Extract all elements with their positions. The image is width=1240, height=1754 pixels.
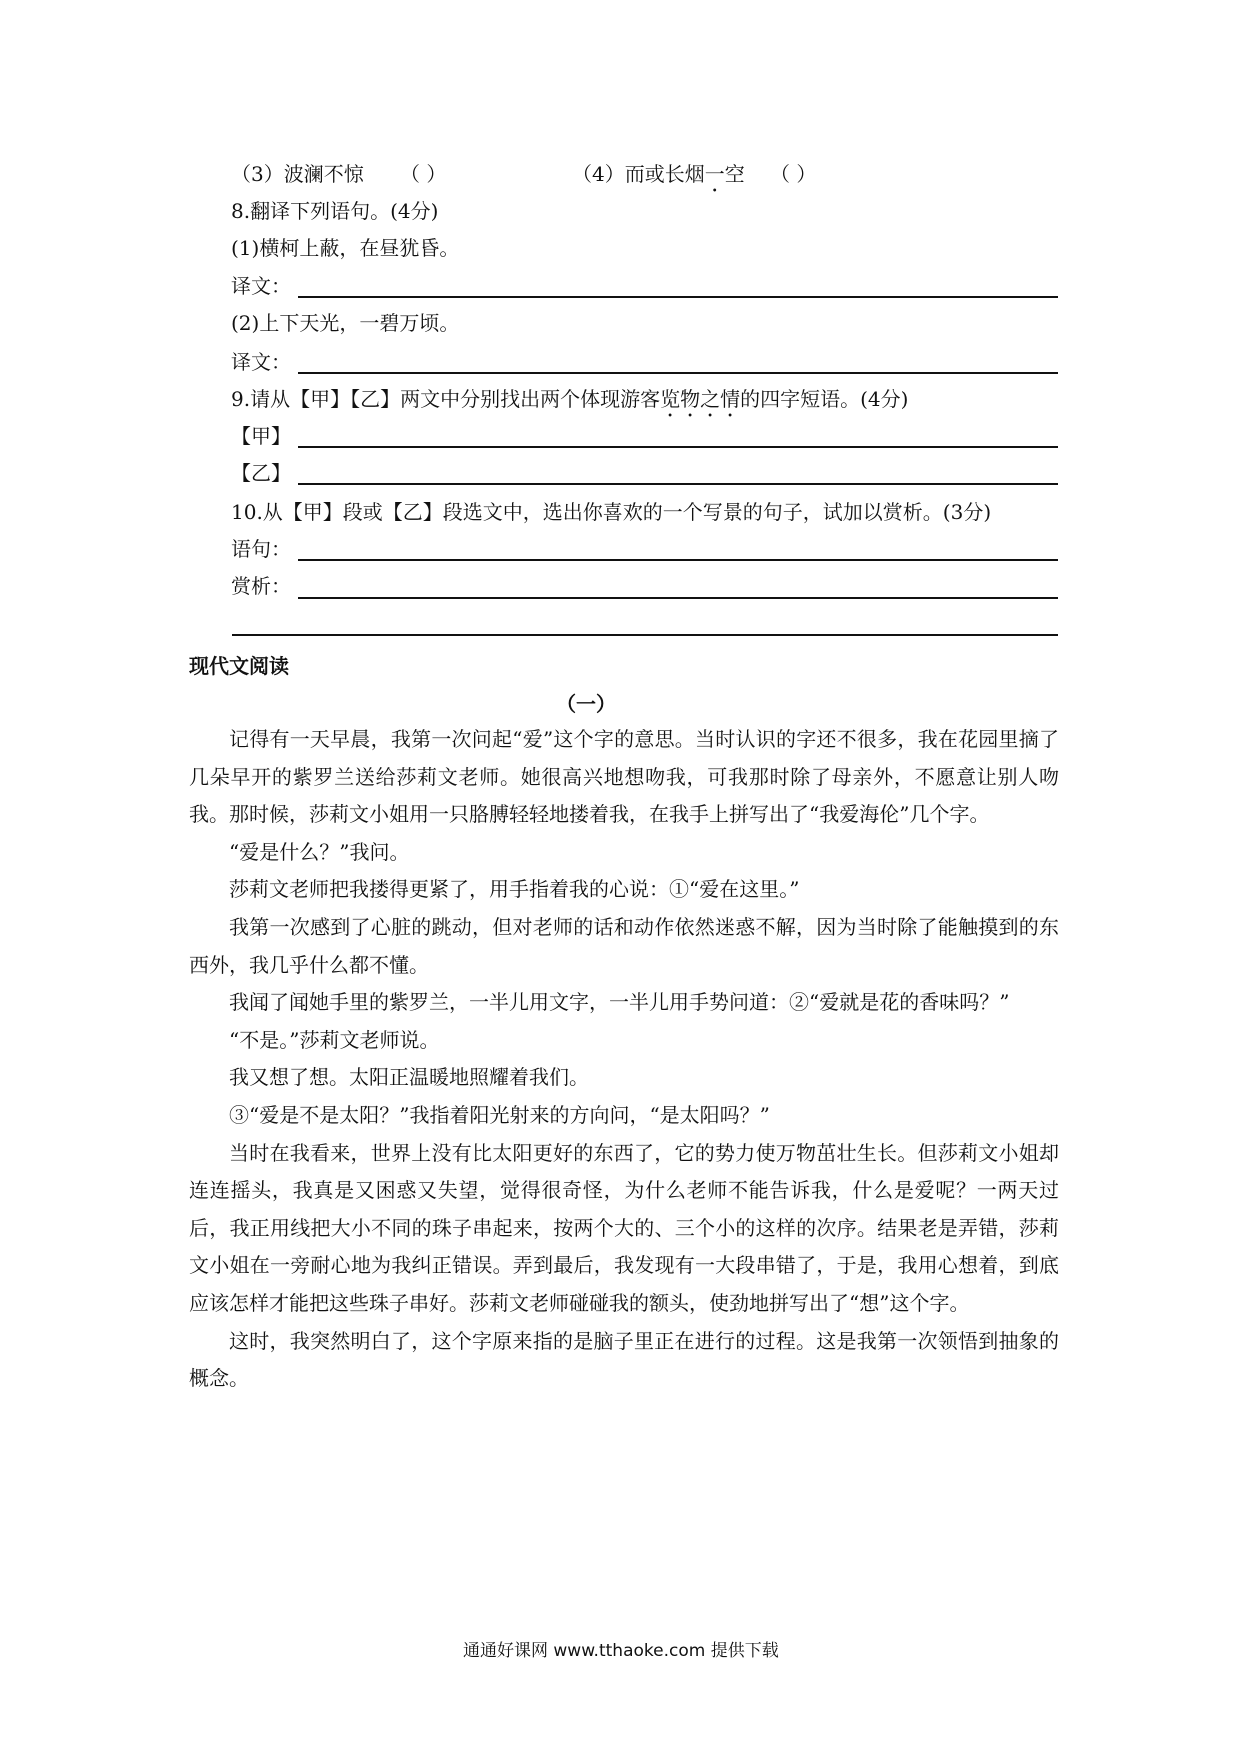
q9-title-prefix: 9.请从【甲】【乙】两文中分别找出两个体现游客	[231, 387, 661, 411]
q10-title: 10.从【甲】段或【乙】段选文中，选出你喜欢的一个写景的句子，试加以赏析。(3分)	[231, 500, 992, 524]
q8-answer-label-2: 译文：	[231, 350, 291, 374]
paragraph: 我又想了想。太阳正温暖地照耀着我们。	[229, 1065, 589, 1090]
q8-sentence-2: (2)上下天光，一碧万顷。	[231, 311, 460, 335]
page-footer: 通通好课网 www.tthaoke.com 提供下载	[463, 1641, 779, 1661]
q9-answer-line-yi[interactable]	[298, 483, 1058, 485]
q9-label-jia: 【甲】	[231, 424, 291, 448]
part-title: （一）	[556, 692, 616, 716]
paragraph: ③“爱是不是太阳？”我指着阳光射来的方向问，“是太阳吗？”	[229, 1102, 770, 1127]
q7-item-3	[231, 159, 364, 189]
q7-item-4-dotted-char: 一	[704, 162, 725, 186]
q9-title-suffix: 的四字短语。(4分)	[740, 387, 909, 411]
q7-item-3-answer: （ ）	[400, 162, 447, 186]
q8-sentence-1: (1)横柯上蔽，在昼犹昏。	[231, 236, 460, 260]
q8-answer-line-2[interactable]	[298, 372, 1058, 374]
q8-title: 8.翻译下列语句。(4分)	[231, 199, 439, 223]
q10-answer-line-sentence[interactable]	[298, 559, 1058, 561]
q8-answer-label-1: 译文：	[231, 274, 291, 298]
paragraph: 记得有一天早晨，我第一次问起“爱”这个字的意思。当时认识的字还不很多，我在花园里摘了几朵早开的紫罗兰送给莎莉文老师。她很高兴地想吻我，可我那时除了母亲外，不愿意让别人吻我。那时候，莎莉文小姐用一只胳膊轻轻地搂着我，在我手上拼写出了“我爱海伦”几个字。	[189, 727, 1059, 827]
section-title: 现代文阅读	[189, 654, 289, 678]
paragraph: 我第一次感到了心脏的跳动，但对老师的话和动作依然迷惑不解，因为当时除了能触摸到的东西外，我几乎什么都不懂。	[189, 914, 1059, 977]
q9-answer-line-jia[interactable]	[298, 446, 1058, 448]
reading-passage	[189, 721, 1059, 1398]
q10-answer-line-extra[interactable]	[232, 634, 1058, 636]
paragraph: 莎莉文老师把我搂得更紧了，用手指着我的心说：①“爱在这里。”	[229, 877, 800, 902]
paragraph: “不是。”莎莉文老师说。	[229, 1027, 440, 1052]
q10-label-analysis: 赏析：	[231, 574, 291, 598]
q7-item-4-suffix: 空	[724, 162, 745, 186]
q9-title-dotted: 览物之情	[660, 387, 741, 411]
q7-item-4-prefix: （4）而或长烟	[572, 162, 705, 186]
q10-label-sentence: 语句：	[231, 537, 291, 561]
paragraph: 这时，我突然明白了，这个字原来指的是脑子里正在进行的过程。这是我第一次领悟到抽象的概念。	[189, 1328, 1059, 1391]
paragraph: 我闻了闻她手里的紫罗兰，一半儿用文字，一半儿用手势问道：②“爱就是花的香味吗？”	[229, 990, 1010, 1015]
q8-answer-line-1[interactable]	[298, 296, 1058, 298]
q10-answer-line-analysis[interactable]	[298, 597, 1058, 599]
paragraph: 当时在我看来，世界上没有比太阳更好的东西了，它的势力使万物茁壮生长。但莎莉文小姐却连连摇头，我真是又困惑又失望，觉得很奇怪，为什么老师不能告诉我，什么是爱呢？一两天过后，我正用线把大小不同的珠子串起来，按两个大的、三个小的这样的次序。结果老是弄错，莎莉文小姐在一旁耐心地为我纠正错误。弄到最后，我发现有一大段串错了，于是，我用心想着，到底应该怎样才能把这些珠子串好。莎莉文老师碰碰我的额头，使劲地拼写出了“想”这个字。	[189, 1140, 1059, 1315]
q7-item-4	[572, 159, 745, 197]
q7-item-3-text: （3）波澜不惊	[231, 162, 364, 186]
paragraph: “爱是什么？”我问。	[229, 839, 410, 864]
q9-title	[231, 384, 908, 422]
q9-label-yi: 【乙】	[231, 461, 291, 485]
q7-item-4-answer: （ ）	[770, 162, 817, 186]
